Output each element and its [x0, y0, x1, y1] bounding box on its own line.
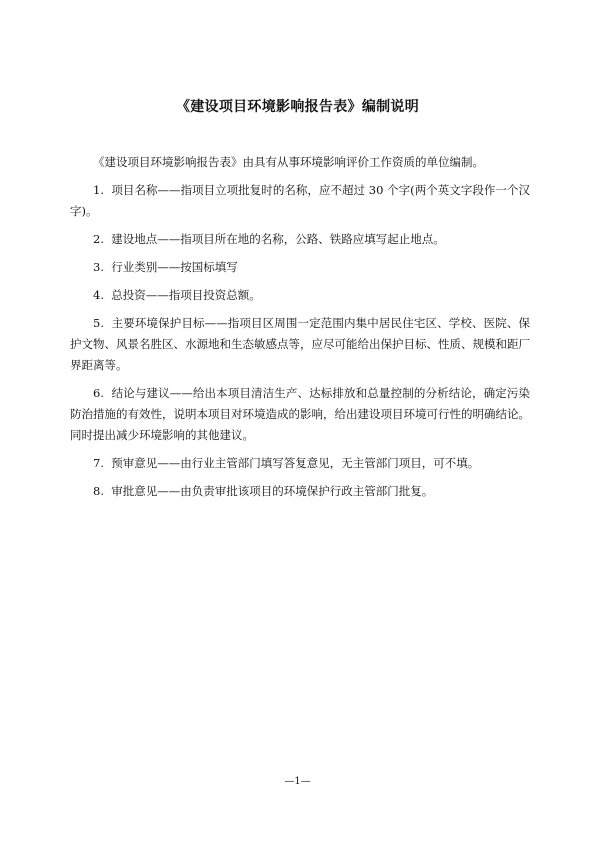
item-text: 总投资——指项目投资总额。 — [111, 288, 261, 302]
item-text: 行业类别——按国标填写 — [111, 260, 238, 274]
intro-paragraph: 《建设项目环境影响报告表》由具有从事环境影响评价工作资质的单位编制。 — [93, 155, 484, 169]
document-title: 《建设项目环境影响报告表》编制说明 — [175, 99, 420, 115]
item-text: 建设地点——指项目所在地的名称，公路、铁路应填写起止地点。 — [111, 232, 445, 246]
item-text: 结论与建议——给出本项目清洁生产、达标排放和总量控制的分析结论，确定污染防治措施的有效性，说明本项目对环境造成的影响，给出建设项目环境可行性的明确结论。同时提出减少环境影响的其他建议。 — [70, 386, 531, 442]
list-item — [70, 257, 530, 278]
item-number: 2. — [93, 232, 104, 246]
item-number: 8. — [93, 484, 104, 498]
list-item — [70, 383, 530, 446]
document-body — [70, 152, 530, 509]
list-item — [70, 229, 530, 250]
page-number: —1— — [284, 776, 311, 787]
item-text: 预审意见——由行业主管部门填写答复意见，无主管部门项目，可不填。 — [111, 456, 480, 470]
item-number: 1. — [93, 183, 104, 197]
item-number: 4. — [93, 288, 104, 302]
list-item — [70, 180, 530, 222]
item-text: 审批意见——由负责审批该项目的环境保护行政主管部门批复。 — [111, 484, 434, 498]
list-item — [70, 481, 530, 502]
item-number: 7. — [93, 456, 104, 470]
list-item — [70, 453, 530, 474]
list-item — [70, 285, 530, 306]
item-text: 项目名称——指项目立项批复时的名称，应不超过 30 个字(两个英文字段作一个汉字)。 — [70, 183, 530, 218]
item-number: 3. — [93, 260, 104, 274]
list-item — [70, 313, 530, 376]
item-text: 主要环境保护目标——指项目区周围一定范围内集中居民住宅区、学校、医院、保护文物、风景名胜区、水源地和生态敏感点等，应尽可能给出保护目标、性质、规模和距厂界距离等。 — [70, 316, 531, 372]
item-number: 6. — [93, 386, 104, 400]
item-number: 5. — [93, 316, 104, 330]
